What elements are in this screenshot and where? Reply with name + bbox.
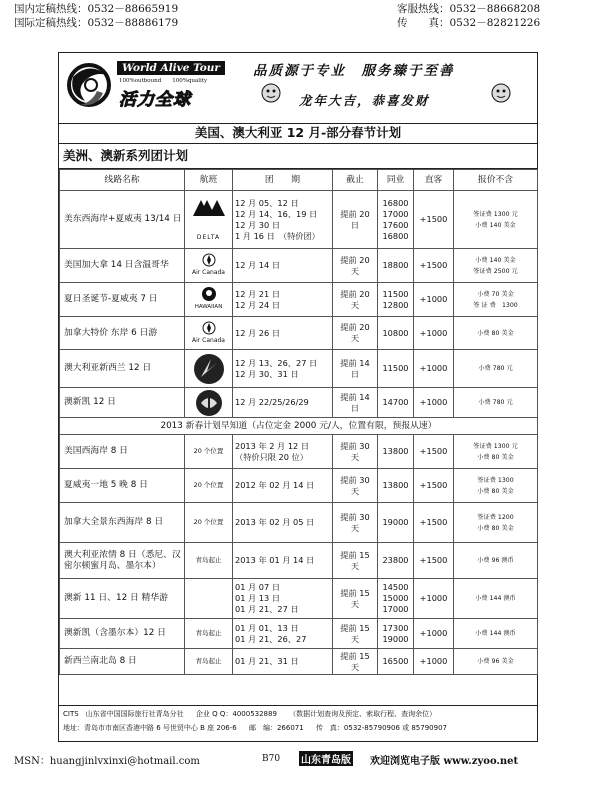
dates-cell xyxy=(233,435,333,469)
airline-cell xyxy=(185,317,233,350)
hawaiian-label: HAWAIIAN xyxy=(194,304,223,310)
newyear-greeting: 龙年大吉，恭喜发财 xyxy=(299,93,430,108)
spring-note-row xyxy=(60,418,538,435)
date-line: 2013 年 02 月 05 日 xyxy=(235,517,315,527)
footer-line-2 xyxy=(63,723,457,733)
table-header-row xyxy=(60,170,538,191)
fee-line: 小费 80 美金 xyxy=(477,524,514,532)
departure-city: 青岛起止 xyxy=(185,619,233,649)
fees-cell xyxy=(454,469,538,503)
fee-line: 小费 140 美金 xyxy=(475,221,516,229)
route-name: 澳新凯 12 日 xyxy=(60,388,185,418)
table-row xyxy=(60,317,538,350)
table-row xyxy=(60,503,538,543)
route-name: 澳大利亚浓情 8 日（悉尼、汉密尔顿蜜月岛、墨尔本） xyxy=(60,543,185,579)
fees-cell xyxy=(454,579,538,619)
price: 17000 xyxy=(382,604,409,614)
table-row xyxy=(60,350,538,388)
dates-cell xyxy=(233,350,333,388)
logo-chinese: 活力全球 xyxy=(119,90,191,110)
fee-line: 签证费 1300 元 xyxy=(473,442,518,450)
fee-line: 签 证 费 1300 xyxy=(473,301,518,309)
postcode: 邮 编：266071 xyxy=(248,724,304,732)
price: 13800 xyxy=(382,446,409,456)
table-row xyxy=(60,283,538,317)
price: 10800 xyxy=(382,327,409,338)
fax-phone: 0532－82821226 xyxy=(449,17,541,29)
markup: +1000 xyxy=(414,317,454,350)
logo-english: World Alive Tour xyxy=(117,61,225,75)
logo-tagline: 100%outbound 100%quality xyxy=(119,78,208,84)
dates-cell xyxy=(233,503,333,543)
col-header: 航班 xyxy=(185,170,233,191)
fee-line: 签证费 1200 xyxy=(477,513,514,521)
china-eastern-logo-icon xyxy=(195,389,223,417)
seats: 20 个位置 xyxy=(185,503,233,543)
route-name: 澳大利亚新西兰 12 日 xyxy=(60,350,185,388)
airline-cell xyxy=(185,283,233,317)
departure-city: 青岛起止 xyxy=(185,649,233,675)
fees-cell xyxy=(454,435,538,469)
china-southern-logo-icon xyxy=(193,353,225,385)
dragon-mascot-icon xyxy=(489,81,513,105)
fees-cell xyxy=(454,649,538,675)
date-line: 01 月 07 日 xyxy=(235,582,281,592)
route-name: 加拿大特价 东岸 6 日游 xyxy=(60,317,185,350)
fees-cell xyxy=(454,317,538,350)
date-line: 12 月 26 日 xyxy=(235,327,281,338)
deadline: 提前 15 天 xyxy=(333,619,378,649)
fee-line: 小费 80 美金 xyxy=(477,487,514,495)
fees-cell xyxy=(454,543,538,579)
prices-cell xyxy=(378,317,414,350)
ad-frame xyxy=(58,52,538,742)
slogan: 品质源于专业 服务臻于至善 xyxy=(253,63,455,79)
prices-cell xyxy=(378,283,414,317)
banner xyxy=(59,53,537,124)
dates-cell xyxy=(233,543,333,579)
deadline: 提前 14 日 xyxy=(333,388,378,418)
section-title: 美洲、澳新系列团计划 xyxy=(63,148,189,163)
fee-line: 小费 96 澳币 xyxy=(477,557,514,564)
route-name: 加拿大全景东西海岸 8 日 xyxy=(60,503,185,543)
dates-cell xyxy=(233,283,333,317)
date-line: 1 月 16 日 （特价团） xyxy=(235,230,320,241)
fee-line: 签证费 1300 xyxy=(477,476,514,484)
price: 18800 xyxy=(382,260,409,270)
customer-phone: 0532－88668208 xyxy=(449,3,541,15)
prices-cell xyxy=(378,435,414,469)
markup: +1500 xyxy=(414,249,454,283)
markup: +1500 xyxy=(414,191,454,249)
prices-cell xyxy=(378,191,414,249)
prices-cell xyxy=(378,388,414,418)
markup: +1000 xyxy=(414,283,454,317)
seats: 20 个位置 xyxy=(185,435,233,469)
route-name: 澳新凯（含墨尔本）12 日 xyxy=(60,619,185,649)
price: 16500 xyxy=(382,656,409,666)
price: 14700 xyxy=(382,397,409,407)
route-name: 夏威夷一地 5 晚 8 日 xyxy=(60,469,185,503)
prices-cell xyxy=(378,579,414,619)
price: 15000 xyxy=(382,593,409,603)
company-qq: 企业 Q Q：4000532889 xyxy=(195,710,277,718)
maple-leaf-icon xyxy=(199,321,219,335)
deadline: 提前 15 天 xyxy=(333,579,378,619)
col-header: 同业 xyxy=(378,170,414,191)
deadline: 提前 20 天 xyxy=(333,317,378,350)
price: 16800 xyxy=(382,230,409,241)
markup: +1500 xyxy=(414,543,454,579)
col-header: 团 期 xyxy=(233,170,333,191)
domestic-hotlines xyxy=(14,2,178,30)
fee-line: 小费 780 元 xyxy=(478,365,513,372)
route-name: 美国西海岸 8 日 xyxy=(60,435,185,469)
price: 17600 xyxy=(382,219,409,230)
airline-cell xyxy=(185,191,233,249)
price: 23800 xyxy=(382,555,409,565)
domestic-label: 国内定稿热线： xyxy=(14,3,88,15)
hawaiian-logo-icon xyxy=(200,286,218,302)
date-line: 12 月 30、31 日 xyxy=(235,368,299,379)
seats: 20 个位置 xyxy=(185,469,233,503)
customer-label: 客服热线： xyxy=(397,3,450,15)
aircanada-label: Air Canada xyxy=(192,269,225,276)
col-header: 截止 xyxy=(333,170,378,191)
table-row xyxy=(60,619,538,649)
date-line: （特价只限 20 位） xyxy=(235,451,308,462)
page-footer xyxy=(14,752,584,768)
date-line: 01 月 21、31 日 xyxy=(235,656,299,666)
domestic-phone: 0532－88665919 xyxy=(87,3,179,15)
fee-line: 小费 780 元 xyxy=(478,399,513,406)
price: 14500 xyxy=(382,582,409,592)
dragon-mascot-icon xyxy=(259,81,283,105)
table-row xyxy=(60,388,538,418)
table-row xyxy=(60,543,538,579)
date-line: 01 月 01、13 日 xyxy=(235,622,299,633)
price: 11500 xyxy=(382,288,409,299)
table-row xyxy=(60,191,538,249)
international-phone: 0532－88886179 xyxy=(87,17,179,29)
dates-cell xyxy=(233,388,333,418)
deadline: 提前 30 天 xyxy=(333,503,378,543)
prices-cell xyxy=(378,350,414,388)
date-line: 12 月 14、16、19 日 xyxy=(235,208,318,219)
fees-cell xyxy=(454,619,538,649)
fee-line: 小费 144 澳币 xyxy=(475,630,516,637)
fees-cell xyxy=(454,249,538,283)
service-hotlines xyxy=(397,2,540,30)
date-line: 12 月 24 日 xyxy=(235,299,281,310)
page-number: B70 xyxy=(262,754,281,764)
fees-cell xyxy=(454,191,538,249)
date-line: 12 月 22/25/26/29 xyxy=(235,397,309,407)
prices-cell xyxy=(378,503,414,543)
aircanada-label: Air Canada xyxy=(192,336,225,344)
page-title: 美国、澳大利亚 12 月-部分春节计划 xyxy=(59,123,537,144)
fee-line: 小费 80 美金 xyxy=(477,453,514,461)
airline-cell xyxy=(185,249,233,283)
edition-badge: 山东青岛版 xyxy=(299,751,353,766)
fees-cell xyxy=(454,503,538,543)
table-row xyxy=(60,469,538,503)
price: 19000 xyxy=(382,633,409,644)
deadline: 提前 20 天 xyxy=(333,283,378,317)
fee-line: 小费 140 美金 xyxy=(475,256,516,264)
route-name: 夏日圣诞节-夏威夷 7 日 xyxy=(60,283,185,317)
route-name: 美东西海岸+夏威夷 13/14 日 xyxy=(60,191,185,249)
section-header xyxy=(59,144,537,169)
date-line: 12 月 05、12 日 xyxy=(235,197,299,208)
footer-fax: 传 真：0532-85790906 或 85790907 xyxy=(315,724,447,732)
date-line: 2013 年 01 月 14 日 xyxy=(235,555,315,565)
col-header: 直客 xyxy=(414,170,454,191)
markup: +1500 xyxy=(414,503,454,543)
deadline: 提前 15 天 xyxy=(333,649,378,675)
table-row xyxy=(60,649,538,675)
markup: +1000 xyxy=(414,350,454,388)
departure-city: 青岛起止 xyxy=(185,543,233,579)
route-name: 澳新 11 日、12 日 精华游 xyxy=(60,579,185,619)
deadline: 提前 20 日 xyxy=(333,191,378,249)
prices-cell xyxy=(378,249,414,283)
table-row xyxy=(60,579,538,619)
date-line: 12 月 21 日 xyxy=(235,288,281,299)
date-line: 2013 年 2 月 12 日 xyxy=(235,440,310,451)
delta-logo-icon xyxy=(189,196,229,232)
footer-line-1 xyxy=(63,709,446,719)
international-label: 国际定稿热线： xyxy=(14,17,88,29)
website-text: 欢迎浏览电子版 www.zyoo.net xyxy=(370,756,519,767)
markup: +1000 xyxy=(414,619,454,649)
airline-cell xyxy=(185,388,233,418)
dates-cell xyxy=(233,469,333,503)
fee-line: 签证费 2500 元 xyxy=(473,267,518,275)
dates-cell xyxy=(233,249,333,283)
fee-line: 小费 144 澳币 xyxy=(475,595,516,602)
price: 17300 xyxy=(382,622,409,633)
markup: +1000 xyxy=(414,579,454,619)
price: 16800 xyxy=(382,197,409,208)
fee-line: 签证费 1300 元 xyxy=(473,210,518,218)
col-header: 报价不含 xyxy=(454,170,538,191)
markup: +1000 xyxy=(414,388,454,418)
dates-cell xyxy=(233,619,333,649)
deadline: 提前 14 日 xyxy=(333,350,378,388)
date-line: 01 月 21、26、27 xyxy=(235,633,307,644)
dates-cell xyxy=(233,649,333,675)
deadline: 提前 30 天 xyxy=(333,469,378,503)
departure-city xyxy=(185,579,233,619)
fax-label: 传 真： xyxy=(397,17,450,29)
prices-cell xyxy=(378,619,414,649)
fees-cell xyxy=(454,388,538,418)
date-line: 12 月 14 日 xyxy=(235,260,281,270)
date-line: 01 月 21、27 日 xyxy=(235,604,299,614)
markup: +1500 xyxy=(414,469,454,503)
date-line: 12 月 30 日 xyxy=(235,219,281,230)
price: 12800 xyxy=(382,299,409,310)
price: 13800 xyxy=(382,480,409,490)
fees-cell xyxy=(454,350,538,388)
tour-table xyxy=(59,169,538,675)
route-name: 新西兰南北岛 8 日 xyxy=(60,649,185,675)
date-line: 01 月 13 日 xyxy=(235,593,281,603)
date-line: 2012 年 02 月 14 日 xyxy=(235,480,315,490)
dates-cell xyxy=(233,317,333,350)
table-row xyxy=(60,435,538,469)
prices-cell xyxy=(378,649,414,675)
company-name: CITS 山东省中国国际旅行社青岛分社 xyxy=(63,710,184,718)
prices-cell xyxy=(378,543,414,579)
markup: +1500 xyxy=(414,435,454,469)
delta-label: DELTA xyxy=(196,234,221,241)
dates-cell xyxy=(233,579,333,619)
swirl-logo-icon xyxy=(63,57,115,113)
prices-cell xyxy=(378,469,414,503)
dates-cell xyxy=(233,191,333,249)
markup: +1000 xyxy=(414,649,454,675)
airline-cell xyxy=(185,350,233,388)
spring-note: 2013 新春计划早知道（占位定金 2000 元/人，位置有限，预报从速） xyxy=(60,418,538,435)
maple-leaf-icon xyxy=(199,253,219,267)
fee-line: 小费 70 美金 xyxy=(477,290,514,298)
deadline: 提前 20 天 xyxy=(333,249,378,283)
price: 11500 xyxy=(382,363,409,373)
contact-footer xyxy=(59,705,537,742)
price: 19000 xyxy=(382,517,409,527)
fee-line: 小费 80 美金 xyxy=(477,329,514,337)
address: 地址：青岛市市南区香港中路 6 号世贸中心 B 座 206-6 xyxy=(63,724,237,732)
deadline: 提前 30 天 xyxy=(333,435,378,469)
route-name: 美国加大拿 14 日含温哥华 xyxy=(60,249,185,283)
msn-contact: MSN：huangjinlvxinxi@hotmail.com xyxy=(14,756,200,767)
col-header: 线路名称 xyxy=(60,170,185,191)
table-row xyxy=(60,249,538,283)
price: 17000 xyxy=(382,208,409,219)
date-line: 12 月 13、26、27 日 xyxy=(235,357,318,368)
deadline: 提前 15 天 xyxy=(333,543,378,579)
qq-note: （数据计划查询及预定、索取行程、查询余位） xyxy=(289,710,437,718)
fees-cell xyxy=(454,283,538,317)
fee-line: 小费 96 美金 xyxy=(477,658,514,665)
